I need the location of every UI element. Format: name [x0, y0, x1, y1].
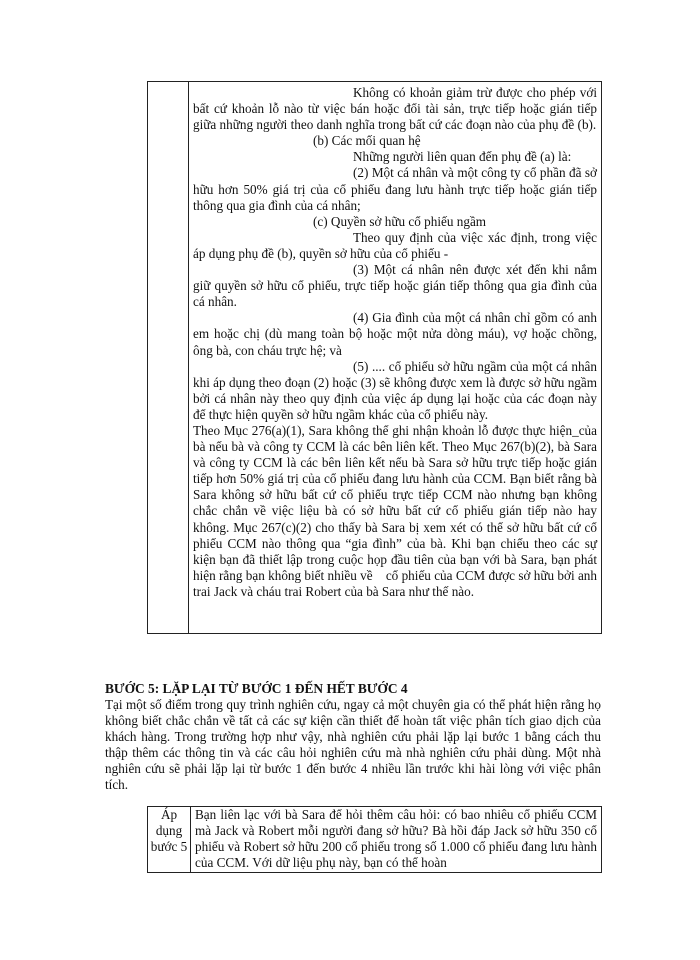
para-item-3: (3) Một cá nhân nên được xét đến khi nắm giữ quyền sở hữu cổ phiếu, trực tiếp hoặc gián tiếp thông qua gia đình của cá nhân.	[193, 262, 597, 310]
table2-right-cell: Bạn liên lạc với bà Sara để hỏi thêm câu hỏi: có bao nhiêu cổ phiếu CCM mà Jack và Robert mỗi người đang sở hữu? Bà hồi đáp Jack sở hữu 350 cổ phiếu và Robert sở hữu 200 cổ phiếu trong số 1.000 cổ phiếu đang lưu hành của CCM. Với dữ liệu phụ này, bạn có thể hoàn	[191, 807, 602, 873]
para-related-persons: Những người liên quan đến phụ đề (a) là:	[353, 149, 572, 165]
para-item-4: (4) Gia đình của một cá nhân chỉ gồm có anh em hoặc chị (dù mang toàn bộ hoặc một nửa dòng máu), vợ hoặc chồng, ông bà, con cháu trực hệ; và	[193, 310, 597, 358]
statute-excerpt-table	[147, 81, 602, 634]
subhead-constructive-ownership: (c) Quyền sở hữu cổ phiếu ngầm	[313, 213, 487, 229]
table1-left-cell	[148, 82, 189, 634]
apply-step5-table	[147, 806, 602, 873]
step5-body-text: Tại một số điểm trong quy trình nghiên cứu, ngay cả một chuyên gia có thể phát hiện rằng họ không biết chắc chắn về tất cả các sự kiện cần thiết để hoàn tất việc phân tích giao dịch của khách hàng. Trong trường hợp như vậy, nhà nghiên cứu phải lặp lại bước 1 bằng cách thu thập thêm các thông tin và các câu hỏi nghiên cứu mà nhà nghiên cứu phải dùng. Một nhà nghiên cứu sẽ phải lặp lại từ bước 1 đến bước 4 nhiều lần trước khi hài lòng với việc phân tích.	[105, 697, 601, 793]
para-analysis: Theo Mục 276(a)(1), Sara không thể ghi nhận khoản lỗ được thực hiện_của bà nếu bà và công ty CCM là các bên liên kết. Theo Mục 267(b)(2), bà Sara và công ty CCM là các bên liên kết nếu bà Sara sở hữu trực tiếp hoặc gián tiếp hơn 50% giá trị của cổ phiếu đang lưu hành của CCM. Bạn biết rằng bà Sara không sở hữu bất cứ cổ phiếu trực tiếp CCM nào nhưng bạn không chắc chắn về việc liệu bà có sở hữu bất cứ cổ phiếu gián tiếp nào hay không. Mục 267(c)(2) cho thấy bà Sara bị xem xét có thể sở hữu bất cứ cổ phiếu CCM nào thông qua “gia đình” của bà. Khi bạn chiếu theo các sự kiện bạn đã thiết lập trong cuộc họp đầu tiên của bạn với bà Sara, bạn phát hiện rằng bạn không biết nhiều về cổ phiếu của CCM được sở hữu bởi anh trai Jack và cháu trai Robert của bà Sara như thế nào.	[193, 422, 601, 599]
subhead-relationships: (b) Các mối quan hệ	[313, 133, 421, 149]
para-no-deduction: Không có khoản giảm trừ được cho phép với bất cứ khoản lỗ nào từ việc bán hoặc đổi tài sản, trực tiếp hoặc gián tiếp giữa những người theo danh nghĩa trong bất cứ các đoạn nào của phụ đề (b).	[193, 85, 597, 133]
table1-right-cell	[189, 82, 602, 634]
step5-heading: BƯỚC 5: LẶP LẠI TỪ BƯỚC 1 ĐẾN HẾT BƯỚC 4	[105, 681, 408, 696]
para-determination: Theo quy định của việc xác định, trong việc áp dụng phụ đề (b), quyền sở hữu của cổ phiếu -	[193, 229, 597, 261]
para-item-2: (2) Một cá nhân và một công ty cổ phần đã sở hữu hơn 50% giá trị của cổ phiếu đang lưu hành trực tiếp hoặc gián tiếp thông qua gia đình của cá nhân;	[193, 165, 597, 213]
table2-left-cell: Áp dụng bước 5	[148, 807, 191, 873]
para-item-5: (5) .... cổ phiếu sở hữu ngầm của một cá nhân khi áp dụng theo đoạn (2) hoặc (3) sẽ không được xem là được sở hữu ngầm bởi cá nhân này theo quy định của việc áp dụng lại hoặc của các đoạn này để thực hiện quyền sở hữu ngầm khác của cổ phiếu này.	[193, 358, 597, 422]
